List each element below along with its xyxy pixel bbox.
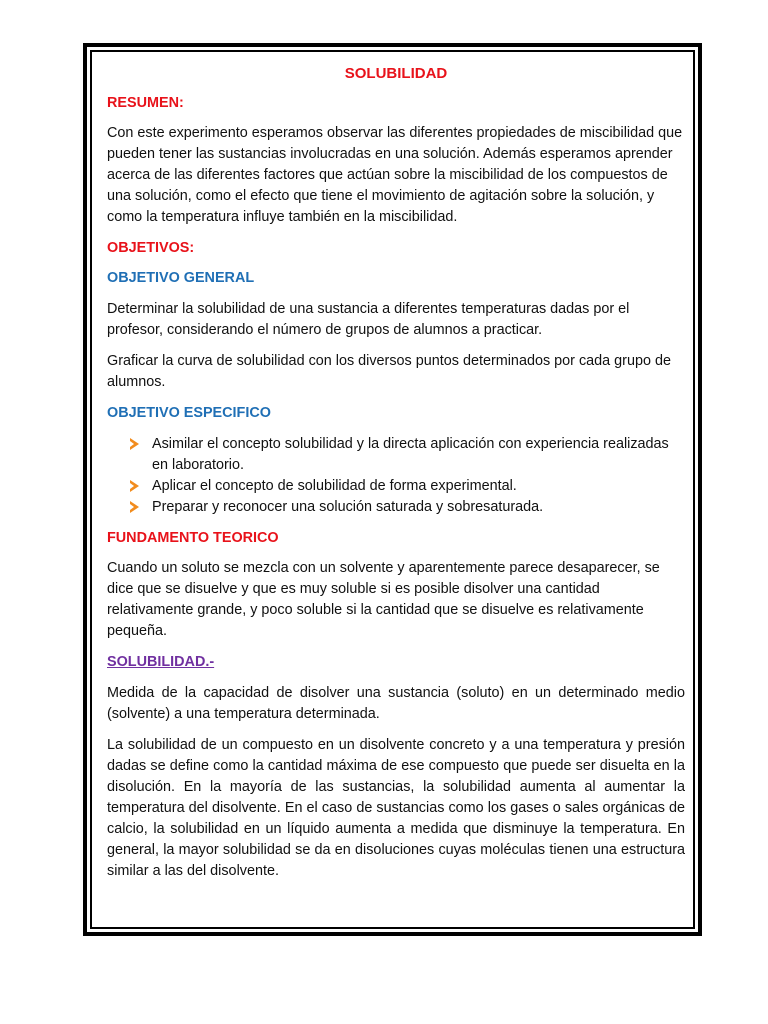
list-item-text: Aplicar el concepto de solubilidad de forma experimental. <box>152 478 517 494</box>
document-body <box>107 63 685 892</box>
resumen-heading: RESUMEN: <box>107 95 184 111</box>
objetivo-especifico-heading: OBJETIVO ESPECIFICO <box>107 405 271 421</box>
arrow-bullet-icon <box>130 438 139 450</box>
solubilidad-paragraph-1: Medida de la capacidad de disolver una sustancia (soluto) en un determinado medio (solvente) a una temperatura determinada. <box>107 685 685 722</box>
objetivo-general-paragraph-1: Determinar la solubilidad de una sustancia a diferentes temperaturas dadas por el profesor, considerando el número de grupos de alumnos a practicar. <box>107 301 630 338</box>
solubilidad-paragraph-2: La solubilidad de un compuesto en un disolvente concreto y a una temperatura y presión dadas se define como la cantidad máxima de ese compuesto que puede ser disuelta en la disolución. En la mayoría de las sustancias, la solubilidad aumenta al aumentar la temperatura del disolvente. En el caso de sustancias como los gases o sales orgánicas de calcio, la solubilidad en un líquido aumenta a medida que disminuye la temperatura. En general, la mayor solubilidad se da en disoluciones cuyas moléculas tienen una estructura similar a las del disolvente. <box>107 737 685 879</box>
solubilidad-heading: SOLUBILIDAD.- <box>107 654 215 670</box>
fundamento-heading: FUNDAMENTO TEORICO <box>107 530 279 546</box>
list-item-text: Preparar y reconocer una solución saturada y sobresaturada. <box>152 499 544 515</box>
objetivo-especifico-list <box>107 434 685 518</box>
fundamento-paragraph: Cuando un soluto se mezcla con un solvente y aparentemente parece desaparecer, se dice que se disuelve y que es muy soluble si es posible disolver una cantidad relativamente grande, y poco soluble si la cantidad que se disuelve es relativamente pequeña. <box>107 560 660 639</box>
document-title: SOLUBILIDAD <box>344 65 448 82</box>
list-item <box>130 434 685 476</box>
list-item <box>130 476 685 497</box>
objetivos-heading: OBJETIVOS: <box>107 240 195 256</box>
list-item-text: Asimilar el concepto solubilidad y la directa aplicación con experiencia realizadas en laboratorio. <box>152 436 669 473</box>
arrow-bullet-icon <box>130 480 139 492</box>
objetivo-general-heading: OBJETIVO GENERAL <box>107 270 255 286</box>
list-item <box>130 497 685 518</box>
objetivo-general-paragraph-2: Graficar la curva de solubilidad con los diversos puntos determinados por cada grupo de alumnos. <box>107 353 671 390</box>
arrow-bullet-icon <box>130 501 139 513</box>
resumen-paragraph: Con este experimento esperamos observar las diferentes propiedades de miscibilidad que pueden tener las sustancias involucradas en una solución. Además esperamos aprender acerca de las diferentes factores que actúan sobre la miscibilidad de los compuestos de una solución, como el efecto que tiene el movimiento de agitación sobre la solución, y como la temperatura influye también en la miscibilidad. <box>107 125 683 225</box>
